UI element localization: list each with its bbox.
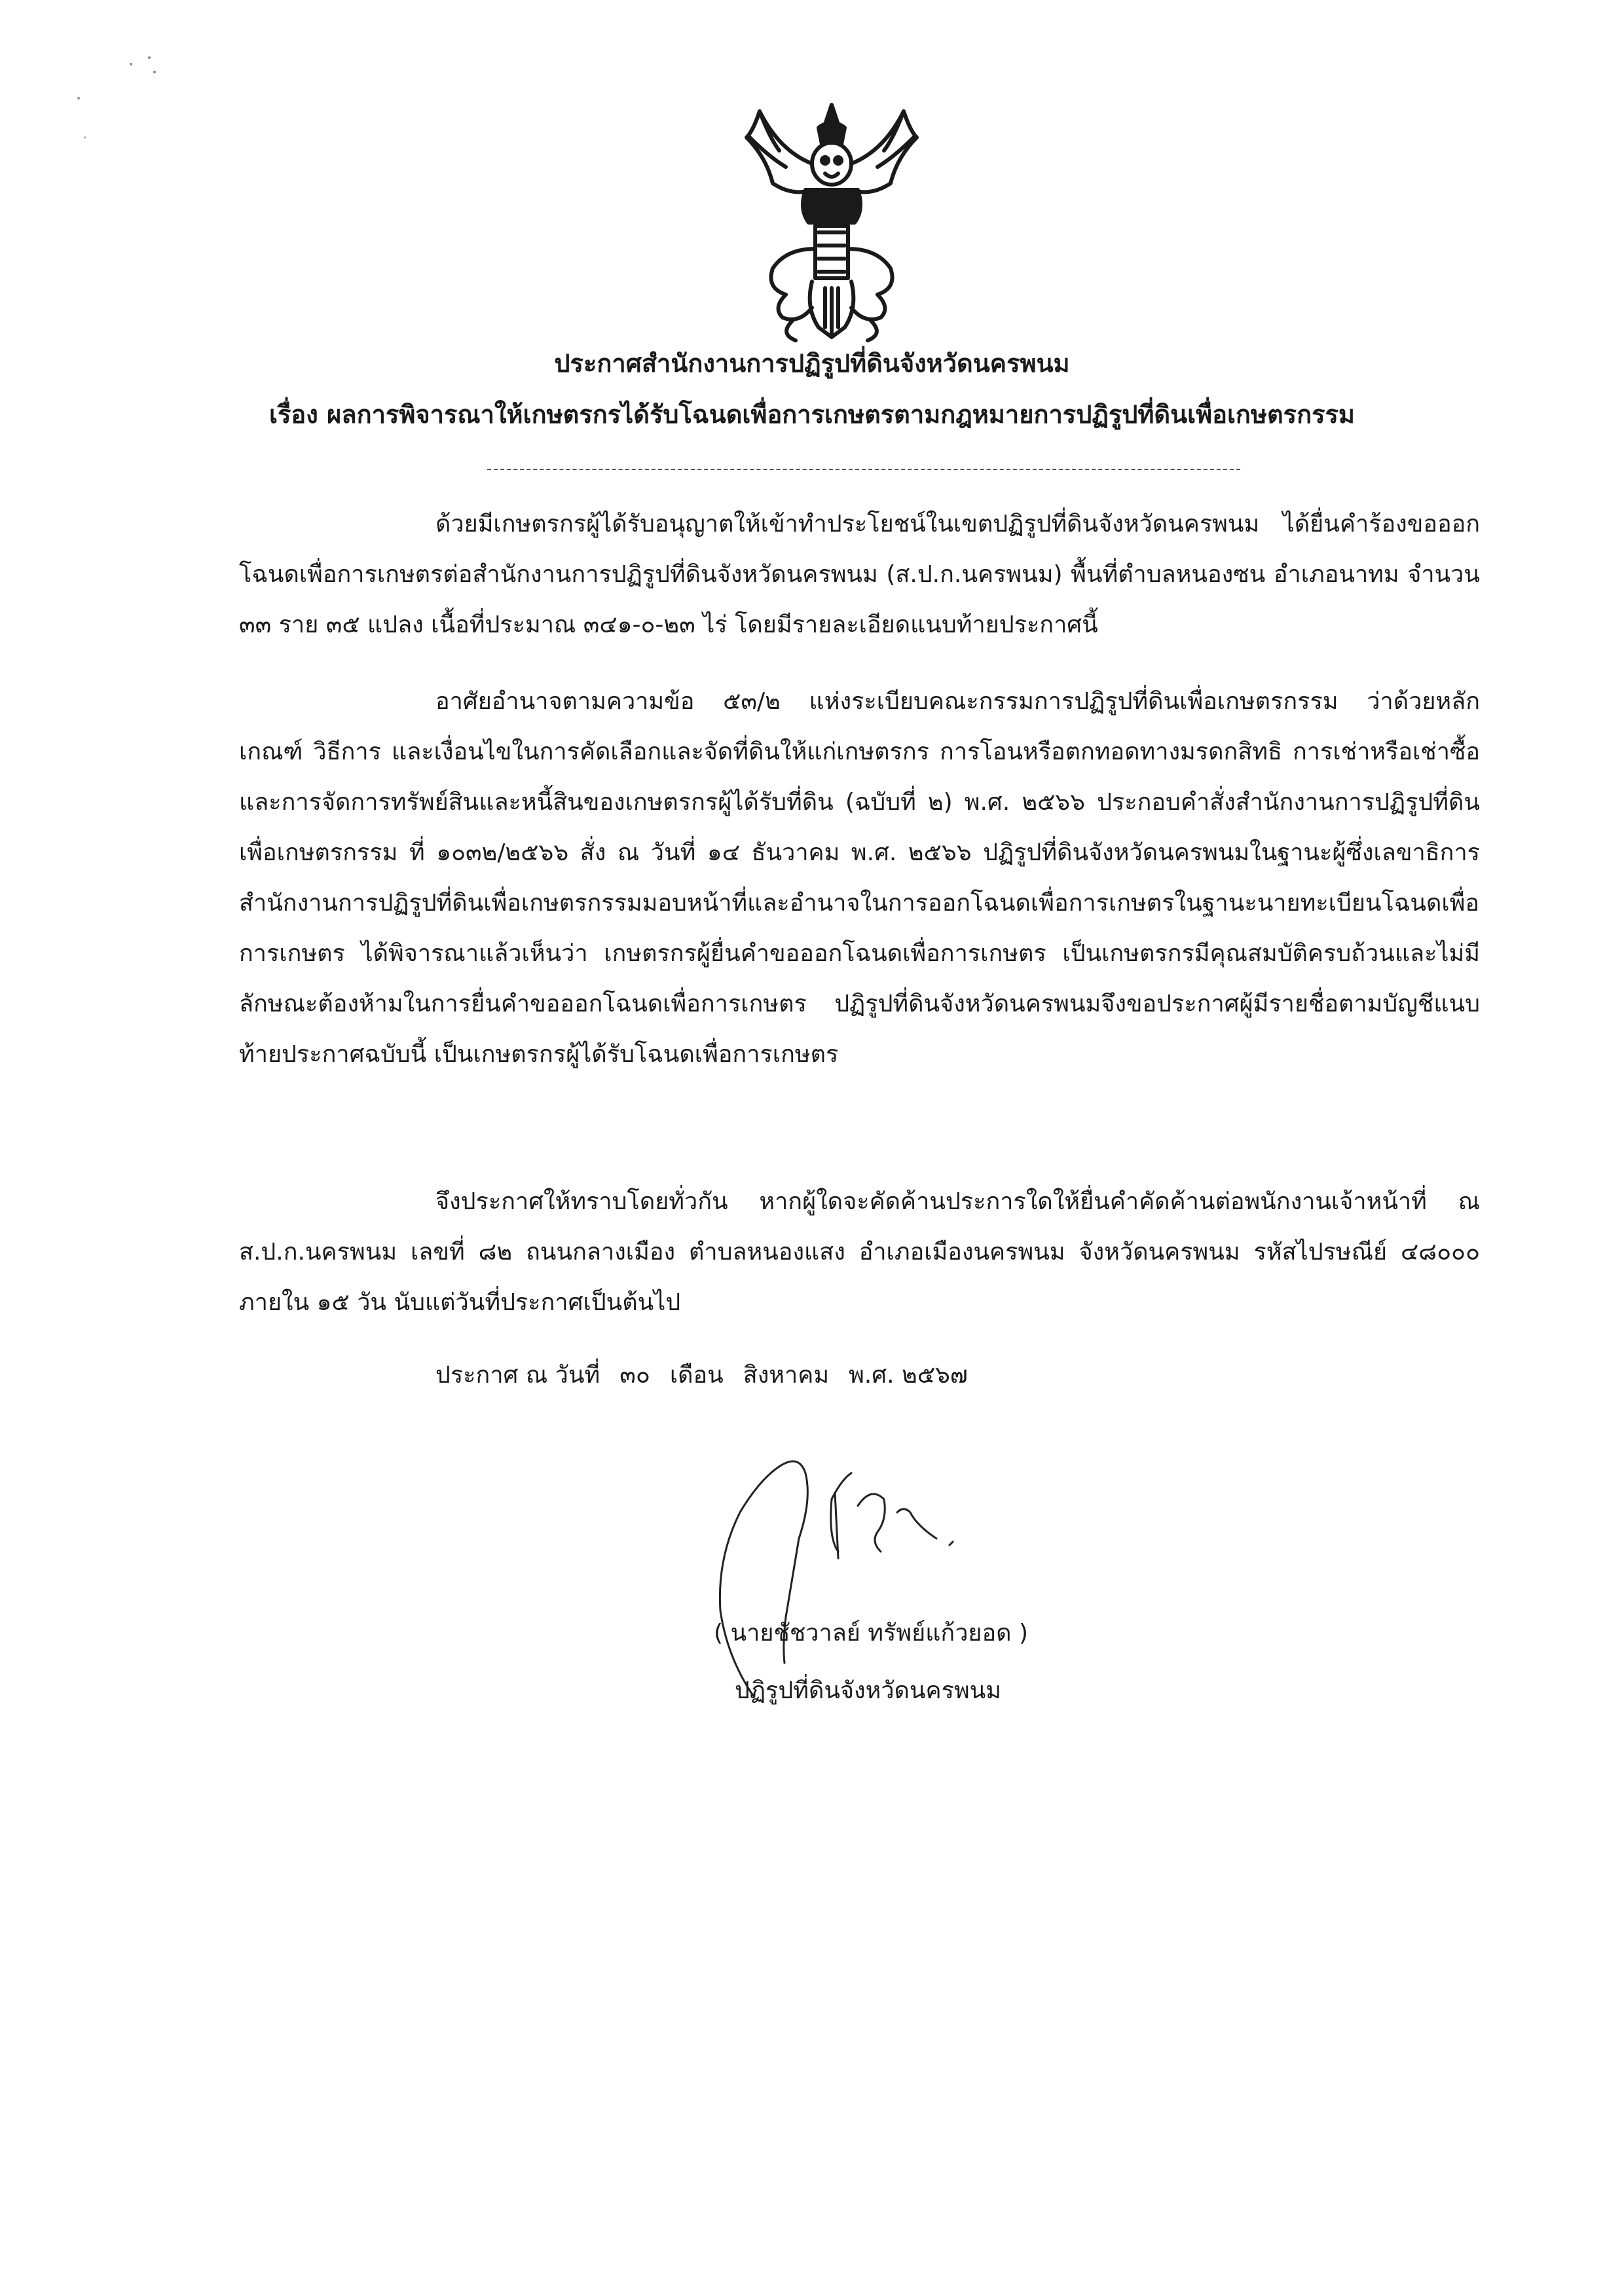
handwritten-signature-icon	[701, 1447, 1041, 1702]
date-day: ๓๐	[619, 1362, 650, 1389]
announcement-subject: เรื่อง ผลการพิจารณาให้เกษตรกรได้รับโฉนดเพื่อการเกษตรตามกฎหมายการปฏิรูปที่ดินเพื่อเกษตรกรรม	[269, 400, 1355, 429]
garuda-emblem-icon	[733, 92, 930, 347]
title-divider	[487, 469, 1240, 470]
scan-specks	[65, 52, 196, 157]
announcement-date	[435, 1356, 968, 1395]
date-prefix: ประกาศ ณ วันที่	[435, 1362, 600, 1389]
paragraph-2	[239, 676, 1480, 1080]
paragraph-1-text: ด้วยมีเกษตรกรผู้ได้รับอนุญาตให้เข้าทำประโยชน์ในเขตปฏิรูปที่ดินจังหวัดนครพนม ได้ยื่นคำร้องขอออกโฉนดเพื่อการเกษตรต่อสำนักงานการปฏิรูปที่ดินจังหวัดนครพนม (ส.ป.ก.นครพนม) พื้นที่ตำบลหนองซน อำเภอนาทม จำนวน ๓๓ ราย ๓๕ แปลง เนื้อที่ประมาณ ๓๔๑-๐-๒๓ ไร่ โดยมีรายละเอียดแนบท้ายประกาศนี้	[239, 511, 1480, 638]
date-month: สิงหาคม	[743, 1362, 830, 1389]
paragraph-3	[239, 1176, 1480, 1328]
paragraph-1	[239, 499, 1480, 650]
paragraph-3-text: จึงประกาศให้ทราบโดยทั่วกัน หากผู้ใดจะคัดค้านประการใดให้ยื่นคำคัดค้านต่อพนักงานเจ้าหน้าที่ ณ ส.ป.ก.นครพนม เลขที่ ๘๒ ถนนกลางเมือง ตำบลหนองแสง อำเภอเมืองนครพนม จังหวัดนครพนม รหัสไปรษณีย์ ๔๘๐๐๐ ภายใน ๑๕ วัน นับแต่วันที่ประกาศเป็นต้นไป	[239, 1188, 1480, 1316]
announcement-title: ประกาศสำนักงานการปฏิรูปที่ดินจังหวัดนครพนม	[554, 349, 1070, 378]
signatory-name: ( นายชัชวาลย์ ทรัพย์แก้วยอด )	[714, 1620, 1028, 1647]
signatory-position: ปฏิรูปที่ดินจังหวัดนครพนม	[735, 1677, 1002, 1704]
paragraph-2-text: อาศัยอำนาจตามความข้อ ๕๓/๒ แห่งระเบียบคณะกรรมการปฏิรูปที่ดินเพื่อเกษตรกรรม ว่าด้วยหลักเกณฑ์ วิธีการ และเงื่อนไขในการคัดเลือกและจัดที่ดินให้แก่เกษตรกร การโอนหรือตกทอดทางมรดกสิทธิ การเช่าหรือเช่าซื้อ และการจัดการทรัพย์สินและหนี้สินของเกษตรกรผู้ได้รับที่ดิน (ฉบับที่ ๒) พ.ศ. ๒๕๖๖ ประกอบคำสั่งสำนักงานการปฏิรูปที่ดินเพื่อเกษตรกรรม ที่ ๑๐๓๒/๒๕๖๖ สั่ง ณ วันที่ ๑๔ ธันวาคม พ.ศ. ๒๕๖๖ ปฏิรูปที่ดินจังหวัดนครพนมในฐานะผู้ซึ่งเลขาธิการสำนักงานการปฏิรูปที่ดินเพื่อเกษตรกรรมมอบหน้าที่และอำนาจในการออกโฉนดเพื่อการเกษตรในฐานะนายทะเบียนโฉนดเพื่อการเกษตร ได้พิจารณาแล้วเห็นว่า เกษตรกรผู้ยื่นคำขอออกโฉนดเพื่อการเกษตร เป็นเกษตรกรมีคุณสมบัติครบถ้วนและไม่มีลักษณะต้องห้ามในการยื่นคำขอออกโฉนดเพื่อการเกษตร ปฏิรูปที่ดินจังหวัดนครพนมจึงขอประกาศผู้มีรายชื่อตามบัญชีแนบท้ายประกาศฉบับนี้ เป็นเกษตรกรผู้ได้รับโฉนดเพื่อการเกษตร	[239, 688, 1480, 1068]
date-year: พ.ศ. ๒๕๖๗	[849, 1362, 968, 1389]
date-month-label: เดือน	[669, 1362, 724, 1389]
